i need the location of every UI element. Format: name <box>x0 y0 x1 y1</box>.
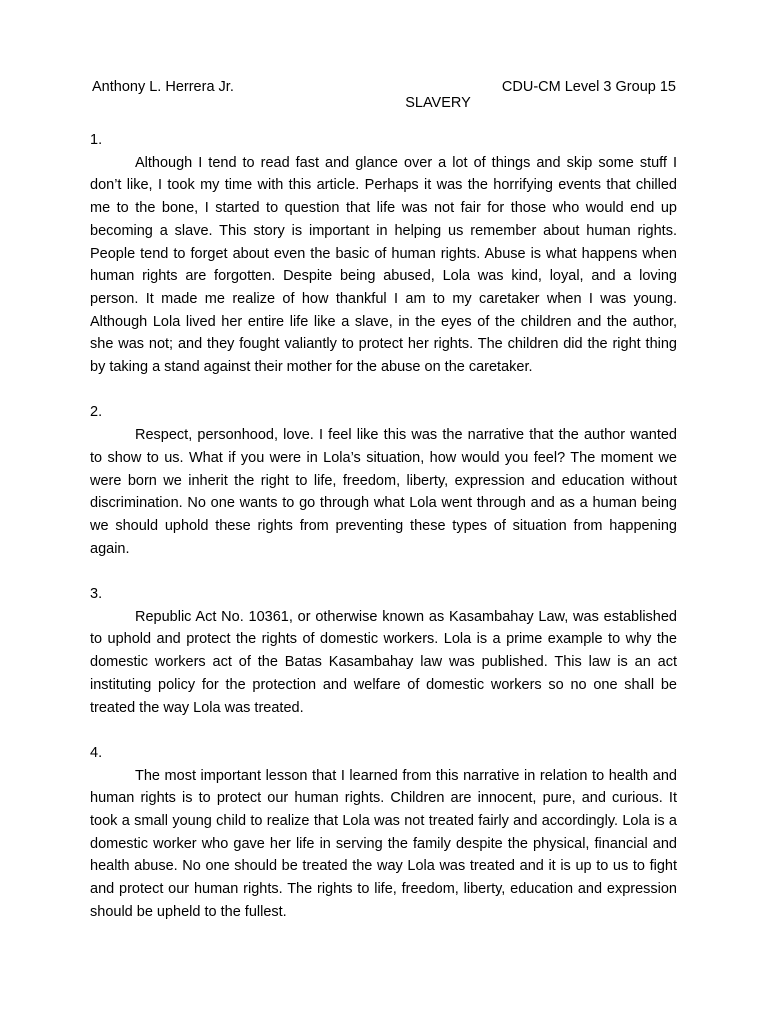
section-number: 3. <box>90 586 103 603</box>
section-paragraph: Respect, personhood, love. I feel like this was the narrative that the author wanted to show to us. What if you were in Lola’s situation, how would you feel? The moment we were born we inherit the right to life, freedom, liberty, expression and education without discrimination. No one wants to go through what Lola went through and as a human being we should uphold these rights from preventing these types of situation from happening again. <box>90 427 677 557</box>
section-3 <box>90 583 677 719</box>
document-body <box>90 129 677 946</box>
section-2 <box>90 401 677 560</box>
section-4 <box>90 742 677 924</box>
section-paragraph: The most important lesson that I learned from this narrative in relation to health and human rights is to protect our human rights. Children are innocent, pure, and curious. It took a small young child to realize that Lola was not treated fairly and accordingly. Lola is a domestic worker who gave her life in serving the family despite the physical, financial and health abuse. No one should be treated the way Lola was treated and it is up to us to fight and protect our human rights. The rights to life, freedom, liberty, education and expression should be upheld to the fullest. <box>90 767 677 920</box>
section-number: 2. <box>90 404 103 421</box>
group-label: CDU-CM Level 3 Group 15 <box>501 79 676 95</box>
section-paragraph: Republic Act No. 10361, or otherwise known as Kasambahay Law, was established to uphold and protect the rights of domestic workers. Lola is a prime example to why the domestic workers act of the Batas Kasambahay law was published. This law is an act instituting policy for the protection and welfare of domestic workers so no one shall be treated the way Lola was treated. <box>90 608 677 716</box>
document-title: SLAVERY <box>405 95 471 111</box>
section-1 <box>90 129 677 379</box>
section-paragraph: Although I tend to read fast and glance over a lot of things and skip some stuff I don’t like, I took my time with this article. Perhaps it was the horrifying events that chilled me to the bone, I started to question that life was not fair for those who would end up becoming a slave. This story is important in helping us remember about human rights. People tend to forget about even the basic of human rights. Abuse is what happens when human rights are forgotten. Despite being abused, Lola was kind, loyal, and a loving person. It made me realize of how thankful I am to my caretaker when I was young. Although Lola lived her entire life like a slave, in the eyes of the children and the author, she was not; and they fought valiantly to protect her rights. The children did the right thing by taking a stand against their mother for the abuse on the caretaker. <box>90 154 677 376</box>
section-number: 1. <box>90 132 103 148</box>
author-name: Anthony L. Herrera Jr. <box>92 79 234 95</box>
section-number: 4. <box>90 744 103 761</box>
